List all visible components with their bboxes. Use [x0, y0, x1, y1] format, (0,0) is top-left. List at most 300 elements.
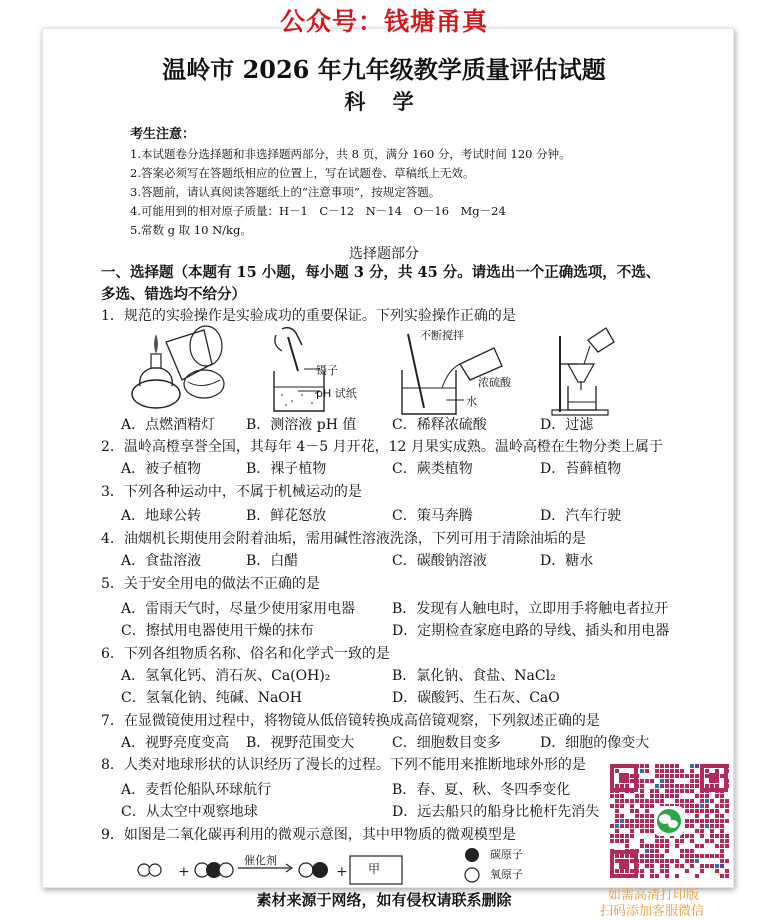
- exam-title: 温岭市 2026 年九年级教学质量评估试题: [162, 55, 606, 84]
- qr-module: [680, 784, 684, 788]
- qr-module: [665, 774, 669, 778]
- qr-module: [620, 824, 624, 828]
- qr-module: [710, 834, 714, 838]
- qr-module: [640, 869, 644, 873]
- option: D．碳酸钙、生石灰、CaO: [392, 690, 560, 706]
- qr-module: [645, 844, 649, 848]
- qr-module: [665, 769, 669, 773]
- qr-module: [615, 769, 619, 773]
- carbon-atom-label: 碳原子: [490, 848, 523, 861]
- qr-module: [715, 854, 719, 858]
- qr-module: [705, 774, 709, 778]
- qr-module: [675, 794, 679, 798]
- qr-module: [610, 824, 614, 828]
- qr-module: [620, 799, 624, 803]
- qr-module: [720, 824, 724, 828]
- qr-module: [650, 874, 654, 878]
- qr-module: [680, 789, 684, 793]
- qr-module: [710, 839, 714, 843]
- qr-module: [645, 824, 649, 828]
- option: D．汽车行驶: [540, 508, 622, 524]
- qr-module: [635, 819, 639, 823]
- atom-legend: [462, 845, 492, 885]
- qr-module: [690, 849, 694, 853]
- footer-disclaimer: 素材来源于网络，如有侵权请联系删除: [256, 891, 512, 909]
- qr-module: [640, 804, 644, 808]
- qr-module: [715, 769, 719, 773]
- option: D．过滤: [540, 417, 594, 433]
- question-stem: 4．油烟机长期使用会附着油垢，需用碱性溶液洗涤，下列可用于清除油垢的是: [101, 531, 586, 547]
- qr-module: [655, 859, 659, 863]
- qr-module: [650, 824, 654, 828]
- qr-module: [650, 794, 654, 798]
- qr-module: [665, 869, 669, 873]
- svg-text:+: +: [336, 864, 348, 880]
- qr-module: [710, 829, 714, 833]
- qr-module: [615, 819, 619, 823]
- qr-module: [710, 799, 714, 803]
- qr-module: [650, 779, 654, 783]
- qr-module: [705, 839, 709, 843]
- qr-module: [690, 774, 694, 778]
- qr-module: [655, 799, 659, 803]
- qr-module: [640, 819, 644, 823]
- qr-module: [655, 874, 659, 878]
- qr-module: [645, 769, 649, 773]
- qr-module: [625, 869, 629, 873]
- qr-module: [670, 769, 674, 773]
- qr-module: [615, 824, 619, 828]
- qr-module: [645, 814, 649, 818]
- qr-module: [650, 849, 654, 853]
- qr-module: [645, 819, 649, 823]
- qr-module: [660, 779, 664, 783]
- qr-module: [700, 804, 704, 808]
- qr-module: [700, 869, 704, 873]
- qr-module: [665, 844, 669, 848]
- qr-module: [700, 809, 704, 813]
- qr-module: [650, 844, 654, 848]
- option: C．细胞数目变多: [392, 735, 501, 751]
- qr-module: [650, 829, 654, 833]
- qr-module: [665, 779, 669, 783]
- qr-module: [700, 819, 704, 823]
- qr-module: [715, 819, 719, 823]
- qr-module: [650, 819, 654, 823]
- qr-module: [685, 784, 689, 788]
- qr-module: [630, 804, 634, 808]
- qr-module: [680, 839, 684, 843]
- qr-module: [700, 844, 704, 848]
- qr-module: [620, 784, 624, 788]
- option: A．地球公转: [121, 508, 202, 524]
- qr-module: [625, 799, 629, 803]
- qr-module: [720, 874, 724, 878]
- qr-module: [625, 824, 629, 828]
- notice-item: 4.可能用到的相对原子质量：H－1 C－12 N－14 O－16 Mg－24: [130, 204, 506, 218]
- qr-module: [660, 864, 664, 868]
- co2-reaction-figure: [130, 846, 430, 886]
- qr-module: [640, 779, 644, 783]
- qr-module: [690, 864, 694, 868]
- qr-module: [705, 799, 709, 803]
- qr-module: [695, 819, 699, 823]
- qr-module: [675, 774, 679, 778]
- qr-module: [710, 854, 714, 858]
- qr-module: [650, 814, 654, 818]
- qr-module: [645, 859, 649, 863]
- option: B．氯化钠、食盐、NaCl₂: [392, 668, 556, 684]
- qr-module: [725, 874, 729, 878]
- qr-module: [660, 854, 664, 858]
- qr-module: [705, 809, 709, 813]
- notice-heading: 考生注意：: [130, 127, 196, 142]
- option: C．擦拭用电器使用干燥的抹布: [121, 623, 314, 639]
- qr-module: [700, 794, 704, 798]
- qr-module: [640, 854, 644, 858]
- qr-module: [630, 854, 634, 858]
- svg-text:+: +: [178, 864, 190, 880]
- qr-module: [675, 764, 679, 768]
- qr-module: [690, 854, 694, 858]
- qr-module: [720, 844, 724, 848]
- qr-module: [650, 799, 654, 803]
- question-stem: 1．规范的实验操作是实验成功的重要保证。下列实验操作正确的是: [101, 308, 516, 324]
- qr-module: [645, 864, 649, 868]
- qr-module: [690, 789, 694, 793]
- qr-module: [675, 769, 679, 773]
- qr-module: [720, 839, 724, 843]
- qr-module: [630, 834, 634, 838]
- option: B．裸子植物: [246, 461, 327, 477]
- qr-module: [615, 794, 619, 798]
- qr-module: [695, 794, 699, 798]
- qr-module: [670, 764, 674, 768]
- qr-module: [705, 819, 709, 823]
- qr-module: [720, 804, 724, 808]
- qr-module: [630, 824, 634, 828]
- qr-module: [640, 784, 644, 788]
- qr-module: [640, 789, 644, 793]
- qr-module: [665, 794, 669, 798]
- question-stem: 3．下列各种运动中，不属于机械运动的是: [101, 484, 362, 500]
- notice-item: 3.答题前，请认真阅读答题纸上的“注意事项”，按规定答题。: [130, 185, 441, 199]
- qr-module: [720, 829, 724, 833]
- qr-module: [690, 764, 694, 768]
- section-title: 选择题部分: [349, 246, 419, 262]
- qr-module: [655, 784, 659, 788]
- qr-module: [725, 809, 729, 813]
- question-stem: 2．温岭高橙享誉全国，其每年 4－5 月开花，12 月果实成熟。温岭高橙在生物分类上属于: [101, 439, 663, 455]
- qr-module: [725, 839, 729, 843]
- qr-module: [695, 779, 699, 783]
- qr-module: [705, 864, 709, 868]
- qr-module: [660, 769, 664, 773]
- question-stem: 8．人类对地球形状的认识经历了漫长的过程。下列不能用来推断地球外形的是: [101, 757, 586, 773]
- question-stem: 6．下列各组物质名称、俗名和化学式一致的是: [101, 646, 390, 662]
- qr-module: [725, 819, 729, 823]
- qr-module: [720, 774, 724, 778]
- qr-module: [715, 834, 719, 838]
- qr-module: [610, 834, 614, 838]
- option: B．白醋: [246, 553, 299, 569]
- qr-module: [695, 854, 699, 858]
- qr-module: [715, 864, 719, 868]
- qr-module: [650, 789, 654, 793]
- qr-module: [700, 824, 704, 828]
- qr-module: [720, 794, 724, 798]
- qr-module: [625, 784, 629, 788]
- qr-module: [615, 834, 619, 838]
- qr-module: [615, 814, 619, 818]
- qr-module: [685, 859, 689, 863]
- qr-module: [660, 774, 664, 778]
- qr-module: [620, 854, 624, 858]
- qr-module: [660, 844, 664, 848]
- qr-module: [625, 819, 629, 823]
- qr-module: [665, 789, 669, 793]
- qr-module: [645, 854, 649, 858]
- qr-module: [640, 844, 644, 848]
- qr-module: [630, 809, 634, 813]
- qr-module: [675, 799, 679, 803]
- qr-module: [630, 829, 634, 833]
- qr-module: [725, 869, 729, 873]
- option: B．发现有人触电时，立即用手将触电者拉开: [392, 601, 669, 617]
- qr-module: [655, 794, 659, 798]
- qr-module: [660, 869, 664, 873]
- qr-module: [690, 839, 694, 843]
- option: A．麦哲伦船队环球航行: [121, 782, 272, 798]
- qr-module: [650, 804, 654, 808]
- qr-module: [640, 829, 644, 833]
- qr-module: [695, 764, 699, 768]
- qr-module: [645, 764, 649, 768]
- qr-module: [650, 859, 654, 863]
- option: A．氢氧化钙、消石灰、Ca(OH)₂: [121, 668, 331, 684]
- qr-module: [620, 839, 624, 843]
- qr-module: [660, 799, 664, 803]
- qr-module: [725, 799, 729, 803]
- qr-module: [690, 804, 694, 808]
- qr-module: [690, 779, 694, 783]
- option: B．春、夏、秋、冬四季变化: [392, 782, 571, 798]
- qr-module: [660, 764, 664, 768]
- qr-module: [710, 819, 714, 823]
- qr-module: [715, 814, 719, 818]
- qr-module: [645, 804, 649, 808]
- qr-module: [660, 859, 664, 863]
- qr-module: [620, 819, 624, 823]
- option: C．从太空中观察地球: [121, 804, 258, 820]
- qr-module: [690, 799, 694, 803]
- qr-module: [675, 844, 679, 848]
- qr-module: [615, 854, 619, 858]
- qr-module: [680, 799, 684, 803]
- qr-module: [615, 869, 619, 873]
- qr-module: [685, 834, 689, 838]
- qr-module: [680, 864, 684, 868]
- qr-module: [715, 824, 719, 828]
- qr-module: [635, 794, 639, 798]
- option: B．测溶液 pH 值: [246, 417, 357, 433]
- notice-item: 1.本试题卷分选择题和非选择题两部分，共 8 页，满分 160 分，考试时间 120 分钟。: [130, 147, 571, 161]
- qr-module: [685, 799, 689, 803]
- option: A．视野亮度变高: [121, 735, 230, 751]
- qr-module: [670, 784, 674, 788]
- option: D．细胞的像变大: [540, 735, 650, 751]
- qr-module: [670, 859, 674, 863]
- qr-module: [695, 784, 699, 788]
- qr-module: [695, 814, 699, 818]
- qr-module: [705, 804, 709, 808]
- option: D．糖水: [540, 553, 594, 569]
- qr-module: [695, 859, 699, 863]
- notice-item: 5.常数 g 取 10 N/kg。: [130, 223, 252, 237]
- qr-module: [725, 844, 729, 848]
- qr-module: [610, 839, 614, 843]
- qr-module: [630, 779, 634, 783]
- qr-module: [690, 784, 694, 788]
- qr-module: [655, 764, 659, 768]
- qr-module: [675, 784, 679, 788]
- qr-module: [665, 874, 669, 878]
- qr-module: [670, 794, 674, 798]
- qr-module: [620, 814, 624, 818]
- qr-module: [645, 779, 649, 783]
- qr-module: [720, 864, 724, 868]
- filtration-figure: [548, 326, 628, 418]
- qr-module: [680, 849, 684, 853]
- qr-module: [710, 784, 714, 788]
- notice-item: 2.答案必须写在答题纸相应的位置上，写在试题卷、草稿纸上无效。: [130, 166, 475, 180]
- qr-module: [615, 784, 619, 788]
- qr-module: [655, 769, 659, 773]
- qr-module: [705, 794, 709, 798]
- qr-module: [610, 794, 614, 798]
- wechat-qr-code: [608, 762, 730, 880]
- qr-module: [695, 829, 699, 833]
- qr-module: [690, 834, 694, 838]
- qr-module: [710, 864, 714, 868]
- qr-module: [640, 794, 644, 798]
- qr-module: [615, 839, 619, 843]
- qr-module: [660, 794, 664, 798]
- qr-module: [655, 789, 659, 793]
- qr-module: [695, 804, 699, 808]
- qr-module: [715, 804, 719, 808]
- qr-module: [640, 839, 644, 843]
- water-label: 水: [466, 395, 477, 408]
- qr-module: [705, 784, 709, 788]
- qr-module: [705, 854, 709, 858]
- qr-module: [615, 809, 619, 813]
- qr-module: [715, 869, 719, 873]
- option: D．定期检查家庭电路的导线、插头和用电器: [392, 623, 670, 639]
- qr-module: [645, 799, 649, 803]
- option: A．雷雨天气时，尽量少使用家用电器: [121, 601, 356, 617]
- question-stem: 7．在显微镜使用过程中，将物镜从低倍镜转换成高倍镜观察，下列叙述正确的是: [101, 713, 600, 729]
- qr-module: [720, 854, 724, 858]
- qr-module: [700, 864, 704, 868]
- qr-module: [630, 799, 634, 803]
- qr-module: [645, 829, 649, 833]
- option: C．稀释浓硫酸: [392, 417, 487, 433]
- qr-module: [715, 784, 719, 788]
- qr-module: [635, 809, 639, 813]
- ph-paper-label: pH 试纸: [316, 387, 357, 400]
- qr-module: [665, 839, 669, 843]
- qr-module: [685, 849, 689, 853]
- qr-module: [625, 844, 629, 848]
- qr-module: [720, 859, 724, 863]
- qr-module: [715, 844, 719, 848]
- qr-module: [690, 769, 694, 773]
- qr-module: [620, 869, 624, 873]
- qr-module: [725, 834, 729, 838]
- qr-module: [710, 809, 714, 813]
- qr-module: [625, 854, 629, 858]
- qr-module: [630, 869, 634, 873]
- qr-module: [640, 874, 644, 878]
- qr-module: [615, 829, 619, 833]
- qr-module: [620, 834, 624, 838]
- qr-module: [640, 769, 644, 773]
- qr-module: [715, 794, 719, 798]
- qr-module: [665, 764, 669, 768]
- qr-module: [640, 859, 644, 863]
- qr-module: [685, 869, 689, 873]
- option: C．策马奔腾: [392, 508, 473, 524]
- qr-module: [685, 824, 689, 828]
- qr-module: [655, 849, 659, 853]
- qr-module: [630, 819, 634, 823]
- qr-module: [725, 804, 729, 808]
- qr-module: [675, 839, 679, 843]
- qr-module: [620, 804, 624, 808]
- qr-module: [650, 854, 654, 858]
- qr-module: [690, 809, 694, 813]
- qr-module: [660, 839, 664, 843]
- option: D．远去船只的船身比桅杆先消失: [392, 804, 600, 820]
- qr-module: [630, 774, 634, 778]
- option: D．苔藓植物: [540, 461, 622, 477]
- qr-module: [720, 799, 724, 803]
- ph-test-figure: [268, 325, 358, 417]
- qr-module: [670, 774, 674, 778]
- qr-module: [695, 844, 699, 848]
- qr-module: [640, 814, 644, 818]
- option: A．点燃酒精灯: [121, 417, 216, 433]
- qr-module: [655, 854, 659, 858]
- qr-module: [670, 789, 674, 793]
- qr-module: [650, 869, 654, 873]
- oxygen-atom-label: 氧原子: [490, 868, 523, 881]
- qr-module: [615, 799, 619, 803]
- qr-module: [705, 814, 709, 818]
- option: A．食盐溶液: [121, 553, 202, 569]
- qr-module: [635, 799, 639, 803]
- qr-module: [700, 799, 704, 803]
- qr-module: [685, 774, 689, 778]
- qr-module: [645, 849, 649, 853]
- jia-label: 甲: [368, 862, 381, 876]
- qr-module: [680, 854, 684, 858]
- qr-module: [705, 824, 709, 828]
- option: B．鲜花怒放: [246, 508, 327, 524]
- qr-module: [620, 794, 624, 798]
- catalyst-label: 催化剂: [244, 854, 277, 867]
